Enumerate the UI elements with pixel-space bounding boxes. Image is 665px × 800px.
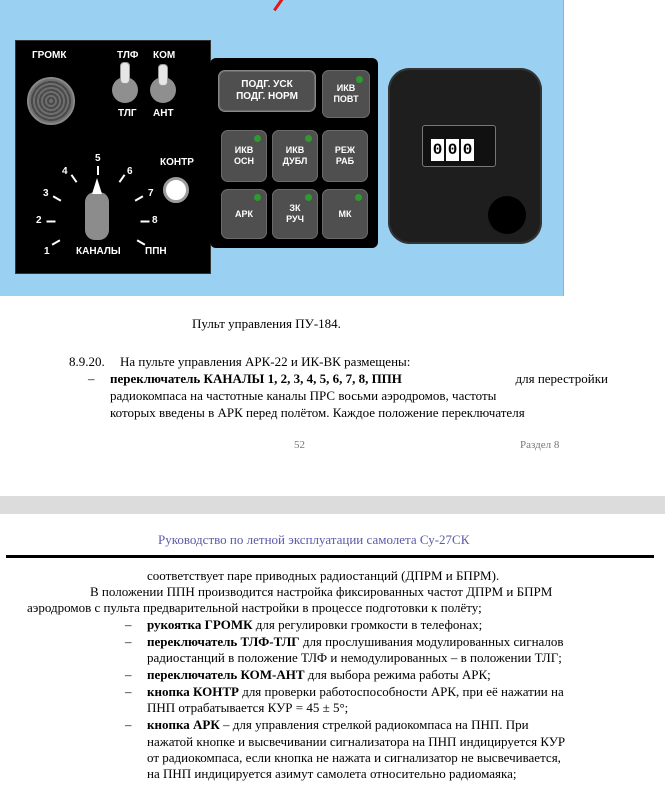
selector-tick [47,221,56,223]
bullet-dash: – [125,634,132,649]
mk-led [355,194,362,201]
tlg-label: ТЛГ [118,108,137,119]
zk-ruch-led [305,194,312,201]
volume-label: ГРОМК [32,50,67,61]
section-intro: На пульте управления АРК-22 и ИК-ВК размещены: [120,354,411,369]
channel-number: 4 [62,166,68,177]
bullet-line-2: радиокомпаса на частотные каналы ПРС восьми аэродромов, частоты [110,388,497,403]
figure-caption: Пульт управления ПУ-184. [192,316,341,331]
kom-ant-toggle-lever [158,64,168,86]
text-line: ПНП отрабатывается КУР = 45 ± 5°; [147,700,349,715]
rezh-rab-button [322,130,368,182]
volume-knob [27,77,75,125]
text-line: радиостанций в положение ТЛФ и немодулированных – в положении ТЛГ; [147,650,562,665]
bullet-bold: кнопка АРК [147,717,220,732]
ikv-povt-line1: ИКВ [336,83,356,93]
page-header: Руководство по летной эксплуатации самолета Су-27СК [158,532,470,547]
channel-number: 6 [127,166,133,177]
bullet-item [147,684,564,700]
channel-number: 2 [36,215,42,226]
contr-label: КОНТР [160,157,194,168]
ant-label: АНТ [153,108,174,119]
bullet-bold: рукоятка ГРОМК [147,617,253,632]
ppn-label: ППН [145,246,167,257]
zk-ruch-line2: РУЧ [286,214,304,224]
bullet-dash: – [125,667,132,682]
text-line: В положении ППН производится настройка фиксированных частот ДПРМ и БПРМ [90,584,553,599]
bullet-line [110,371,608,387]
text-line: на ПНП индицируется азимут самолета относительно радиомаяка; [147,766,517,781]
ark-led [254,194,261,201]
ikv-osn-line1: ИКВ [234,145,254,155]
rezh-rab-line2: РАБ [335,156,355,166]
ikv-povt-led [356,76,363,83]
ikv-dubl-led [305,135,312,142]
kom-label: КОМ [153,50,176,61]
bullet-item [147,634,564,650]
tuning-knob [488,196,526,234]
bullet-rest: для перестройки [515,371,608,386]
contr-button [163,177,189,203]
selector-tick [141,221,150,223]
bullet-text: для проверки работоспособности АРК, при её нажатии на [238,684,564,699]
channel-number: 8 [152,215,158,226]
bullet-text: для выбора режима работы АРК; [304,667,491,682]
ikv-osn-line2: ОСН [234,156,254,166]
channel-number: 1 [44,246,50,257]
page-separator [0,496,665,514]
tlf-label: ТЛФ [117,50,139,61]
ikv-povt-line2: ПОВТ [333,94,359,104]
zk-ruch-line1: ЗК [289,203,301,213]
channel-number: 7 [148,188,154,199]
counter-digit: 0 [432,141,443,159]
ikv-osn-led [254,135,261,142]
bullet-text: – для управления стрелкой радиокомпаса на ПНП. При [219,717,529,732]
bullet-item [147,617,482,633]
tlf-tlg-toggle-lever [120,62,130,84]
section-footer: Раздел 8 [520,439,560,451]
mk-label: МК [338,208,352,219]
counter-digit: 0 [447,141,458,159]
podg-usk-norm-button [218,70,316,112]
counter-digit: 0 [462,141,473,159]
bullet-dash: – [125,684,132,699]
channel-selector-knob [85,192,109,240]
bullet-line-3: которых введены в АРК перед полётом. Каждое положение переключателя [110,405,525,420]
header-rule [6,555,654,558]
page-number: 52 [294,439,305,451]
ikv-dubl-line1: ИКВ [285,145,305,155]
podg-norm-label: ПОДГ. НОРМ [236,91,298,102]
bullet-text: для прослушивания модулированных сигналов [299,634,564,649]
bullet-bold: кнопка КОНТР [147,684,239,699]
bullet-bold: переключатель ТЛФ-ТЛГ [147,634,300,649]
text-line: соответствует паре приводных радиостанций (ДПРМ и БПРМ). [147,568,500,583]
bullet-text: для регулировки громкости в телефонах; [252,617,483,632]
text-line: аэродромов с пульта предварительной настройки в процессе подготовки к полёту; [27,600,482,615]
bullet-item [147,717,529,733]
selector-tick [97,166,99,175]
rezh-rab-line1: РЕЖ [334,145,356,155]
bullet-dash: – [88,371,95,386]
section-number: 8.9.20. [69,354,105,369]
bullet-bold: переключатель КОМ-АНТ [147,667,305,682]
podg-usk-label: ПОДГ. УСК [241,79,293,90]
channel-number: 3 [43,188,49,199]
ark-label: АРК [235,208,253,219]
text-line: нажатой кнопке и высвечивании сигнализатора на ПНП индицируется КУР [147,734,566,749]
bullet-bold: переключатель КАНАЛЫ 1, 2, 3, 4, 5, 6, 7, 8, ППН [110,371,402,386]
channel-number: 5 [95,153,101,164]
text-line: от радиокомпаса, если кнопка не нажата и сигнализатор не высвечивается, [147,750,561,765]
bullet-dash: – [125,717,132,732]
ikv-povt-button [322,70,370,118]
channels-label: КАНАЛЫ [76,246,121,257]
bullet-item [147,667,491,683]
ikv-dubl-line2: ДУБЛ [282,156,308,166]
channel-selector-pointer [92,178,102,194]
bullet-dash: – [125,617,132,632]
